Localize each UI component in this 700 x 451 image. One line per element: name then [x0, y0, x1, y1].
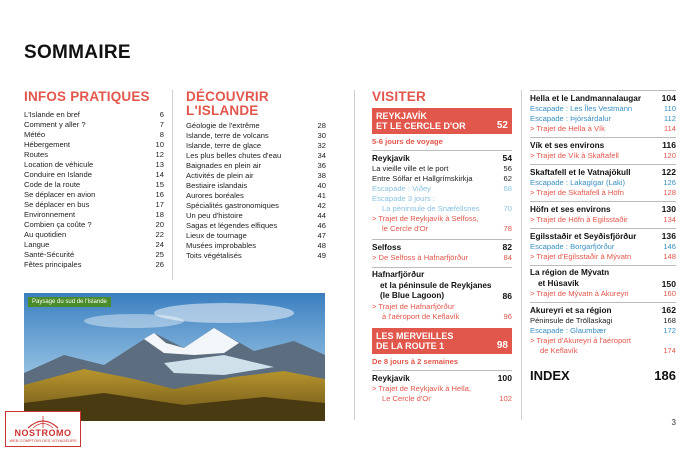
entry-label: Islande, terre de glace: [186, 141, 262, 150]
entry-page: 8: [159, 130, 164, 139]
entry-page: 168: [663, 316, 676, 325]
entry-label: > Trajet de Reykjavík à Selfoss,: [372, 214, 479, 223]
toc-entry: [530, 114, 676, 124]
heading-page: 130: [661, 204, 676, 214]
toc-entry: [186, 171, 326, 181]
column-divider: [354, 90, 355, 420]
entry-label: Péninsule de Tröllaskagi: [530, 316, 613, 325]
toc-entry: [530, 242, 676, 252]
entry-page: 68: [503, 184, 512, 193]
entry-label: Musées improbables: [186, 241, 257, 250]
route1-section: [530, 90, 676, 383]
heading-label: Egilsstaðir et Seyðisfjörður: [530, 232, 637, 241]
band-line1: REYKJAVÍK: [376, 111, 427, 121]
infos-pratiques-title: INFOS PRATIQUES: [24, 89, 150, 104]
entry-page: 102: [499, 393, 512, 403]
toc-entry: [372, 384, 512, 394]
nostromo-logo: [5, 411, 81, 447]
heading-page: 82: [502, 242, 512, 252]
toc-entry: [530, 346, 676, 356]
entry-label: > Trajet de Skaftafell à Höfn: [530, 188, 624, 197]
entry-page: 84: [503, 253, 512, 262]
entry-page: 48: [317, 241, 326, 250]
region-heading: [530, 164, 676, 178]
entry-label: Location de véhicule: [24, 160, 94, 169]
toc-entry: [530, 316, 676, 326]
toc-entry: [186, 221, 326, 231]
toc-entry: [186, 141, 326, 151]
entry-page: 56: [503, 164, 512, 173]
visiter-section: [372, 90, 512, 404]
heading-label: et Húsavík: [538, 278, 579, 288]
entry-label: Se déplacer en avion: [24, 190, 96, 199]
entry-page: 128: [663, 188, 676, 197]
entry-page: 160: [663, 289, 676, 298]
entry-page: 148: [663, 252, 676, 261]
myvatn-heading: [530, 265, 676, 289]
heading-page: 54: [502, 153, 512, 163]
logo-name: NOSTROMO: [14, 428, 72, 438]
entry-page: 172: [663, 326, 676, 335]
duration-label: 5-6 jours de voyage: [372, 137, 443, 146]
toc-entry: [186, 251, 326, 261]
band-line1: LES MERVEILLES: [376, 330, 454, 341]
entry-label: Spécialités gastronomiques: [186, 201, 279, 210]
heading-label: Selfoss: [372, 243, 402, 252]
entry-label: Un peu d'histoire: [186, 211, 243, 220]
entry-page: 38: [317, 171, 326, 180]
decouvrir-title-line1: DÉCOUVRIR: [186, 89, 269, 104]
heading-label: et la péninsule de Reykjanes: [380, 280, 492, 290]
entry-page: 34: [317, 151, 326, 160]
entry-page: 13: [155, 160, 164, 169]
entry-label: Islande, terre de volcans: [186, 131, 269, 140]
toc-entry: [24, 240, 164, 250]
entry-page: 12: [155, 150, 164, 159]
entry-page: 28: [317, 121, 326, 130]
heading-page: 162: [661, 305, 676, 315]
entry-label: > Trajet d'Akureyri à l'aéroport: [530, 336, 632, 345]
entry-label: Lieux de tournage: [186, 231, 247, 240]
entry-page: 134: [663, 215, 676, 224]
region-list: [530, 90, 676, 262]
entry-label: Conduire en Islande: [24, 170, 92, 179]
toc-entry: [530, 151, 676, 161]
entry-label: Escapade : Lakagígar (Laki): [530, 178, 625, 187]
toc-entry: [372, 214, 512, 224]
decouvrir-section: [186, 90, 326, 261]
entry-page: 24: [155, 240, 164, 249]
heading-label: (le Blue Lagoon): [380, 291, 445, 300]
entry-label: Santé-Sécurité: [24, 250, 75, 259]
entry-page: 47: [317, 231, 326, 240]
entry-label: Activités de plein air: [186, 171, 254, 180]
entry-label: Escapade : Glaumbær: [530, 326, 606, 335]
region-heading: [530, 228, 676, 242]
entry-label: Escapade : Borgarfjörður: [530, 242, 615, 251]
entry-label: Escapade 3 jours :: [372, 194, 435, 203]
entry-label: > Trajet de Vík à Skaftafell: [530, 151, 619, 160]
entry-label: > Trajet de Mývatn à Akureyri: [530, 289, 629, 298]
entry-page: 6: [159, 110, 164, 119]
entry-page: 114: [663, 124, 676, 133]
toc-entry: [372, 204, 512, 214]
heading-page: 122: [661, 167, 676, 177]
toc-entry: [372, 194, 512, 204]
entry-label: > Trajet de Höfn à Egilsstaðir: [530, 215, 628, 224]
toc-entry: [372, 184, 512, 194]
toc-entry: [24, 230, 164, 240]
toc-entry: [372, 174, 512, 184]
entry-page: 62: [503, 174, 512, 183]
infos-list: [24, 110, 164, 270]
entry-label: Aurores boréales: [186, 191, 244, 200]
entry-page: 70: [503, 204, 512, 213]
entry-label: La vieille ville et le port: [372, 164, 449, 173]
entry-label: Combien ça coûte ?: [24, 220, 92, 229]
heading-label: Hella et le Landmannalaugar: [530, 94, 642, 103]
column-divider: [172, 90, 173, 280]
entry-label: Bestiaire islandais: [186, 181, 248, 190]
entry-label: Géologie de l'extrême: [186, 121, 260, 130]
entry-page: 32: [317, 141, 326, 150]
entry-label: > Trajet de Hella à Vík: [530, 124, 605, 133]
entry-label: Environnement: [24, 210, 76, 219]
index-entry: [530, 368, 676, 383]
entry-page: 7: [159, 120, 164, 129]
toc-entry: [24, 200, 164, 210]
entry-label: Fêtes principales: [24, 260, 82, 269]
region-heading: [530, 137, 676, 151]
toc-entry: [24, 130, 164, 140]
entry-page: 120: [663, 151, 676, 160]
band-line2: ET LE CERCLE D'OR: [376, 121, 466, 131]
heading-label: Akureyri et sa région: [530, 306, 612, 315]
entry-label: Hébergement: [24, 140, 71, 149]
entry-page: 112: [663, 114, 676, 123]
entry-page: 49: [317, 251, 326, 260]
entry-label: Se déplacer en bus: [24, 200, 90, 209]
landscape-photo: [24, 293, 325, 421]
reykjavik-heading: [372, 150, 512, 164]
page-title: SOMMAIRE: [24, 42, 131, 63]
entry-label: Comment y aller ?: [24, 120, 86, 129]
entry-page: 40: [317, 181, 326, 190]
entry-label: Au quotidien: [24, 230, 67, 239]
heading-page: 86: [502, 291, 512, 301]
infos-pratiques-section: [24, 90, 164, 270]
entry-page: 126: [663, 178, 676, 187]
entry-page: 22: [155, 230, 164, 239]
entry-label: > Trajet d'Egilsstaðir à Mývatn: [530, 252, 632, 261]
entry-page: 146: [663, 242, 676, 251]
heading-label: Skaftafell et le Vatnajökull: [530, 168, 631, 177]
heading-page: 136: [661, 231, 676, 241]
entry-label: Baignades en plein air: [186, 161, 262, 170]
band-line2: DE LA ROUTE 1: [376, 340, 445, 351]
entry-label: > De Selfoss à Hafnarfjörður: [372, 253, 469, 262]
akureyri-heading: [530, 302, 676, 316]
index-page: 186: [654, 368, 676, 383]
toc-entry: [186, 211, 326, 221]
entry-label: Escapade : Viðey: [372, 184, 431, 193]
visiter-title: VISITER: [372, 89, 426, 104]
toc-entry: [372, 224, 512, 234]
hafnar-heading: [372, 267, 512, 302]
toc-entry: [24, 170, 164, 180]
landscape-illustration: [24, 293, 325, 421]
entry-page: 44: [317, 211, 326, 220]
toc-entry: [372, 394, 512, 404]
toc-entry: [24, 260, 164, 270]
page-number: 3: [671, 418, 676, 427]
selfoss-heading: [372, 239, 512, 253]
band-page: 52: [496, 120, 508, 131]
toc-entry: [24, 120, 164, 130]
toc-entry: [530, 178, 676, 188]
entry-label: > Trajet de Reykjavík à Hella,: [372, 383, 471, 393]
toc-entry: [372, 312, 512, 322]
entry-page: 20: [155, 220, 164, 229]
region-heading: [530, 90, 676, 104]
toc-entry: [24, 140, 164, 150]
toc-entry: [530, 252, 676, 262]
entry-page: 36: [317, 161, 326, 170]
entry-page: 10: [155, 140, 164, 149]
entry-label: à l'aéroport de Keflavík: [382, 311, 460, 321]
toc-entry: [186, 241, 326, 251]
heading-label: Vík et ses environs: [530, 141, 605, 150]
toc-entry: [530, 124, 676, 134]
entry-label: > Trajet de Hafnarfjörður: [372, 301, 455, 311]
entry-page: 110: [663, 104, 676, 113]
entry-page: 46: [317, 221, 326, 230]
entry-label: de Keflavík: [540, 346, 578, 355]
toc-entry: [530, 188, 676, 198]
toc-entry: [186, 181, 326, 191]
toc-entry: [24, 150, 164, 160]
route1-band: [372, 328, 512, 354]
entry-page: 16: [155, 190, 164, 199]
heading-label: Hafnarfjörður: [372, 270, 425, 279]
toc-entry: [186, 121, 326, 131]
entry-page: 42: [317, 201, 326, 210]
toc-entry: [186, 151, 326, 161]
toc-entry: [24, 160, 164, 170]
entry-page: 41: [317, 191, 326, 200]
entry-page: 25: [155, 250, 164, 259]
heading-label: Reykjavík: [372, 154, 410, 163]
entry-label: Toits végétalisés: [186, 251, 242, 260]
reykjavik2-heading: [372, 370, 512, 384]
toc-entry: [24, 210, 164, 220]
toc-entry: [24, 110, 164, 120]
toc-entry: [24, 250, 164, 260]
decouvrir-list: [186, 121, 326, 261]
index-label: INDEX: [530, 368, 570, 383]
entry-label: Escapade : Þjórsárdalur: [530, 114, 612, 123]
duration-label: De 8 jours à 2 semaines: [372, 356, 459, 366]
heading-label: Höfn et ses environs: [530, 205, 611, 214]
heading-page: 116: [662, 140, 676, 150]
toc-entry: [530, 215, 676, 225]
heading-page: 150: [661, 278, 676, 289]
decouvrir-title-line2: L'ISLANDE: [186, 103, 259, 118]
band-page: 98: [496, 339, 508, 351]
toc-entry: [24, 190, 164, 200]
toc-entry: [530, 289, 676, 299]
entry-page: 14: [155, 170, 164, 179]
entry-page: 96: [503, 311, 512, 321]
toc-entry: [186, 191, 326, 201]
heading-page: 100: [497, 372, 512, 383]
entry-label: L'Islande en bref: [24, 110, 80, 119]
entry-label: La péninsule de Snæfellsnes: [382, 204, 480, 213]
entry-page: 26: [155, 260, 164, 269]
heading-label: Reykjavík: [372, 373, 410, 383]
entry-page: 18: [155, 210, 164, 219]
heading-page: 104: [661, 93, 676, 103]
toc-entry: [372, 302, 512, 312]
toc-entry: [186, 161, 326, 171]
entry-label: Entre Sólfar et Hallgrímskirkja: [372, 174, 473, 183]
toc-entry: [530, 336, 676, 346]
entry-page: 78: [503, 224, 512, 233]
toc-entry: [24, 180, 164, 190]
heading-label: La région de Mývatn: [530, 268, 610, 277]
entry-label: le Cercle d'Or: [382, 224, 429, 233]
photo-caption: Paysage du sud de l'Islande: [28, 297, 111, 307]
column-divider: [521, 90, 522, 420]
toc-entry: [372, 253, 512, 263]
toc-entry: [186, 131, 326, 141]
entry-label: Langue: [24, 240, 50, 249]
entry-label: Sagas et légendes elfiques: [186, 221, 278, 230]
entry-page: 17: [155, 200, 164, 209]
toc-entry: [186, 201, 326, 211]
entry-label: Le Cercle d'Or: [382, 393, 431, 403]
entry-label: Routes: [24, 150, 49, 159]
logo-tagline: WEB COMPTOIR DES VOYAGEURS: [9, 438, 77, 443]
entry-label: Les plus belles chutes d'eau: [186, 151, 282, 160]
region-heading: [530, 201, 676, 215]
entry-label: Code de la route: [24, 180, 81, 189]
entry-page: 174: [663, 346, 676, 355]
entry-label: Escapade : Les Îles Vestmann: [530, 104, 633, 113]
toc-entry: [530, 104, 676, 114]
entry-page: 30: [317, 131, 326, 140]
toc-entry: [372, 164, 512, 174]
reykjavik-cercle-band: [372, 108, 512, 134]
toc-entry: [24, 220, 164, 230]
toc-entry: [530, 326, 676, 336]
entry-label: Météo: [24, 130, 46, 139]
entry-page: 15: [155, 180, 164, 189]
toc-entry: [186, 231, 326, 241]
